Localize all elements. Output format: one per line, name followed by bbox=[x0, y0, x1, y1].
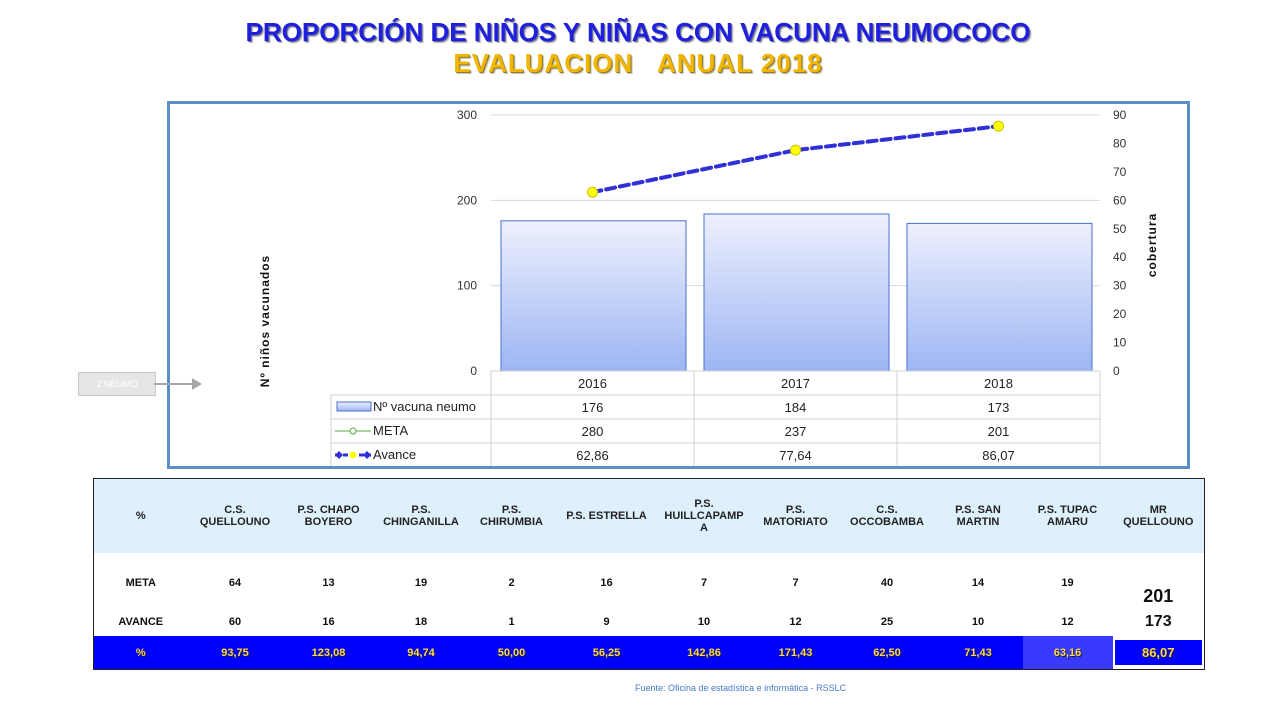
legend-key-marker bbox=[350, 452, 357, 459]
legend-label: Nº vacuna neumo bbox=[373, 399, 477, 414]
total-percent: 86,07 bbox=[1115, 640, 1203, 665]
bar bbox=[704, 214, 889, 371]
y2-tick-label: 60 bbox=[1113, 193, 1127, 208]
table-cell: 16 bbox=[322, 615, 335, 628]
page-subtitle: EVALUACION ANUAL 2018 bbox=[453, 48, 823, 78]
title-block bbox=[0, 16, 1276, 78]
table-cell: 16 bbox=[600, 577, 613, 589]
page-title: PROPORCIÓN DE NIÑOS Y NIÑAS CON VACUNA NEUMOCOCO bbox=[245, 17, 1031, 47]
table-cell: 10 bbox=[697, 615, 711, 628]
avance-point bbox=[588, 187, 598, 197]
bar bbox=[907, 223, 1092, 371]
table-value: 237 bbox=[784, 424, 807, 439]
stats-header: P.S. CHIRUMBIA bbox=[468, 479, 556, 554]
table-value: 201 bbox=[987, 424, 1010, 439]
row-label: META bbox=[94, 553, 188, 607]
row-label: % bbox=[94, 636, 188, 670]
category-label: 2018 bbox=[984, 376, 1013, 391]
stats-row-percent bbox=[94, 636, 1205, 670]
total-meta: 201 bbox=[1113, 553, 1205, 607]
stats-header: P.S. CHINGANILLA bbox=[375, 479, 468, 554]
table-value: 184 bbox=[784, 400, 807, 415]
table-cell: 19 bbox=[414, 577, 428, 589]
table-value: 176 bbox=[581, 400, 604, 415]
stats-row-avance bbox=[94, 607, 1205, 636]
table-value: 86,07 bbox=[982, 448, 1015, 463]
table-cell: 9 bbox=[603, 615, 610, 628]
table-cell: 12 bbox=[789, 615, 802, 628]
source-note: Fuente: Oficina de estadística e informática - RSSLC bbox=[635, 683, 847, 693]
legend-key-marker bbox=[350, 428, 356, 434]
stats-header: P.S. ESTRELLA bbox=[556, 479, 658, 554]
table-cell: 63,16 bbox=[1023, 636, 1113, 670]
row-label: AVANCE bbox=[94, 607, 188, 636]
table-cell: 123,08 bbox=[283, 636, 375, 670]
table-cell: 171,43 bbox=[751, 636, 841, 670]
y2-tick-label: 50 bbox=[1113, 221, 1127, 236]
table-cell: 93,75 bbox=[188, 636, 283, 670]
stats-table bbox=[93, 478, 1205, 670]
table-cell: 50,00 bbox=[468, 636, 556, 670]
table-value: 77,64 bbox=[779, 448, 812, 463]
y2-tick-label: 40 bbox=[1113, 250, 1127, 265]
table-cell: 7 bbox=[792, 577, 799, 589]
stats-header: P.S. SAN MARTIN bbox=[934, 479, 1023, 554]
category-label: 2017 bbox=[781, 376, 810, 391]
y-tick-label: 200 bbox=[456, 193, 477, 208]
table-cell: 19 bbox=[1061, 577, 1074, 589]
bar bbox=[501, 221, 686, 371]
y-tick-label: 100 bbox=[456, 278, 477, 293]
vaccination-chart bbox=[170, 104, 1187, 466]
y2-tick-label: 90 bbox=[1113, 108, 1127, 122]
y2-tick-label: 0 bbox=[1113, 364, 1120, 378]
table-cell: 12 bbox=[1061, 615, 1074, 628]
table-cell: 1 bbox=[508, 615, 515, 628]
table-value: 62,86 bbox=[576, 448, 609, 463]
y2-tick-label: 70 bbox=[1113, 164, 1127, 179]
chart-frame bbox=[167, 101, 1190, 469]
table-cell: 10 bbox=[971, 615, 985, 628]
table-cell: 56,25 bbox=[556, 636, 658, 670]
y-tick-label: 0 bbox=[470, 364, 477, 378]
avance-line bbox=[593, 126, 999, 192]
table-cell: 2 bbox=[508, 577, 515, 589]
legend-label: META bbox=[373, 423, 409, 438]
table-value: 173 bbox=[987, 400, 1010, 415]
stats-header: C.S. OCCOBAMBA bbox=[841, 479, 934, 554]
y2-tick-label: 80 bbox=[1113, 136, 1127, 151]
legend-key-bar bbox=[337, 402, 371, 411]
arrow-right-icon bbox=[154, 377, 204, 391]
legend-key-marker bbox=[363, 451, 371, 459]
stats-header: P.S. MATORIATO bbox=[751, 479, 841, 554]
total-percent-cell bbox=[1113, 636, 1205, 670]
stats-header: P.S. TUPAC AMARU bbox=[1023, 479, 1113, 554]
y2-tick-label: 30 bbox=[1113, 278, 1127, 293]
stats-header: C.S. QUELLOUNO bbox=[188, 479, 283, 554]
table-cell: 40 bbox=[880, 577, 894, 589]
y2-tick-label: 10 bbox=[1113, 335, 1127, 350]
table-cell: 64 bbox=[228, 577, 242, 589]
table-cell: 25 bbox=[880, 615, 894, 628]
stats-header: MR QUELLOUNO bbox=[1113, 479, 1205, 554]
y-tick-label: 300 bbox=[456, 108, 477, 122]
table-cell: 142,86 bbox=[658, 636, 751, 670]
stats-header: P.S. CHAPO BOYERO bbox=[283, 479, 375, 554]
stats-header-row bbox=[94, 479, 1205, 554]
avance-point bbox=[791, 145, 801, 155]
stats-corner: % bbox=[94, 479, 188, 554]
table-cell: 62,50 bbox=[841, 636, 934, 670]
side-tag-button[interactable]: 2 NEUMO bbox=[78, 372, 156, 396]
stats-header: P.S. HUILLCAPAMP A bbox=[658, 479, 751, 554]
table-cell: 60 bbox=[228, 615, 242, 628]
stats-row-meta bbox=[94, 553, 1205, 607]
table-cell: 14 bbox=[971, 577, 985, 589]
table-cell: 7 bbox=[700, 577, 708, 589]
y2-axis-title: cobertura bbox=[1145, 212, 1159, 278]
table-cell: 94,74 bbox=[375, 636, 468, 670]
legend-label: Avance bbox=[373, 447, 417, 462]
table-value: 280 bbox=[581, 424, 604, 439]
y-axis-title: Nº niños vacunados bbox=[258, 254, 272, 388]
table-cell: 71,43 bbox=[934, 636, 1023, 670]
total-avance: 173 bbox=[1113, 607, 1205, 636]
category-label: 2016 bbox=[578, 376, 607, 391]
avance-point bbox=[994, 121, 1004, 131]
table-cell: 13 bbox=[322, 577, 335, 589]
y2-tick-label: 20 bbox=[1113, 307, 1127, 322]
legend-key-marker bbox=[335, 451, 343, 459]
table-cell: 18 bbox=[414, 615, 428, 628]
